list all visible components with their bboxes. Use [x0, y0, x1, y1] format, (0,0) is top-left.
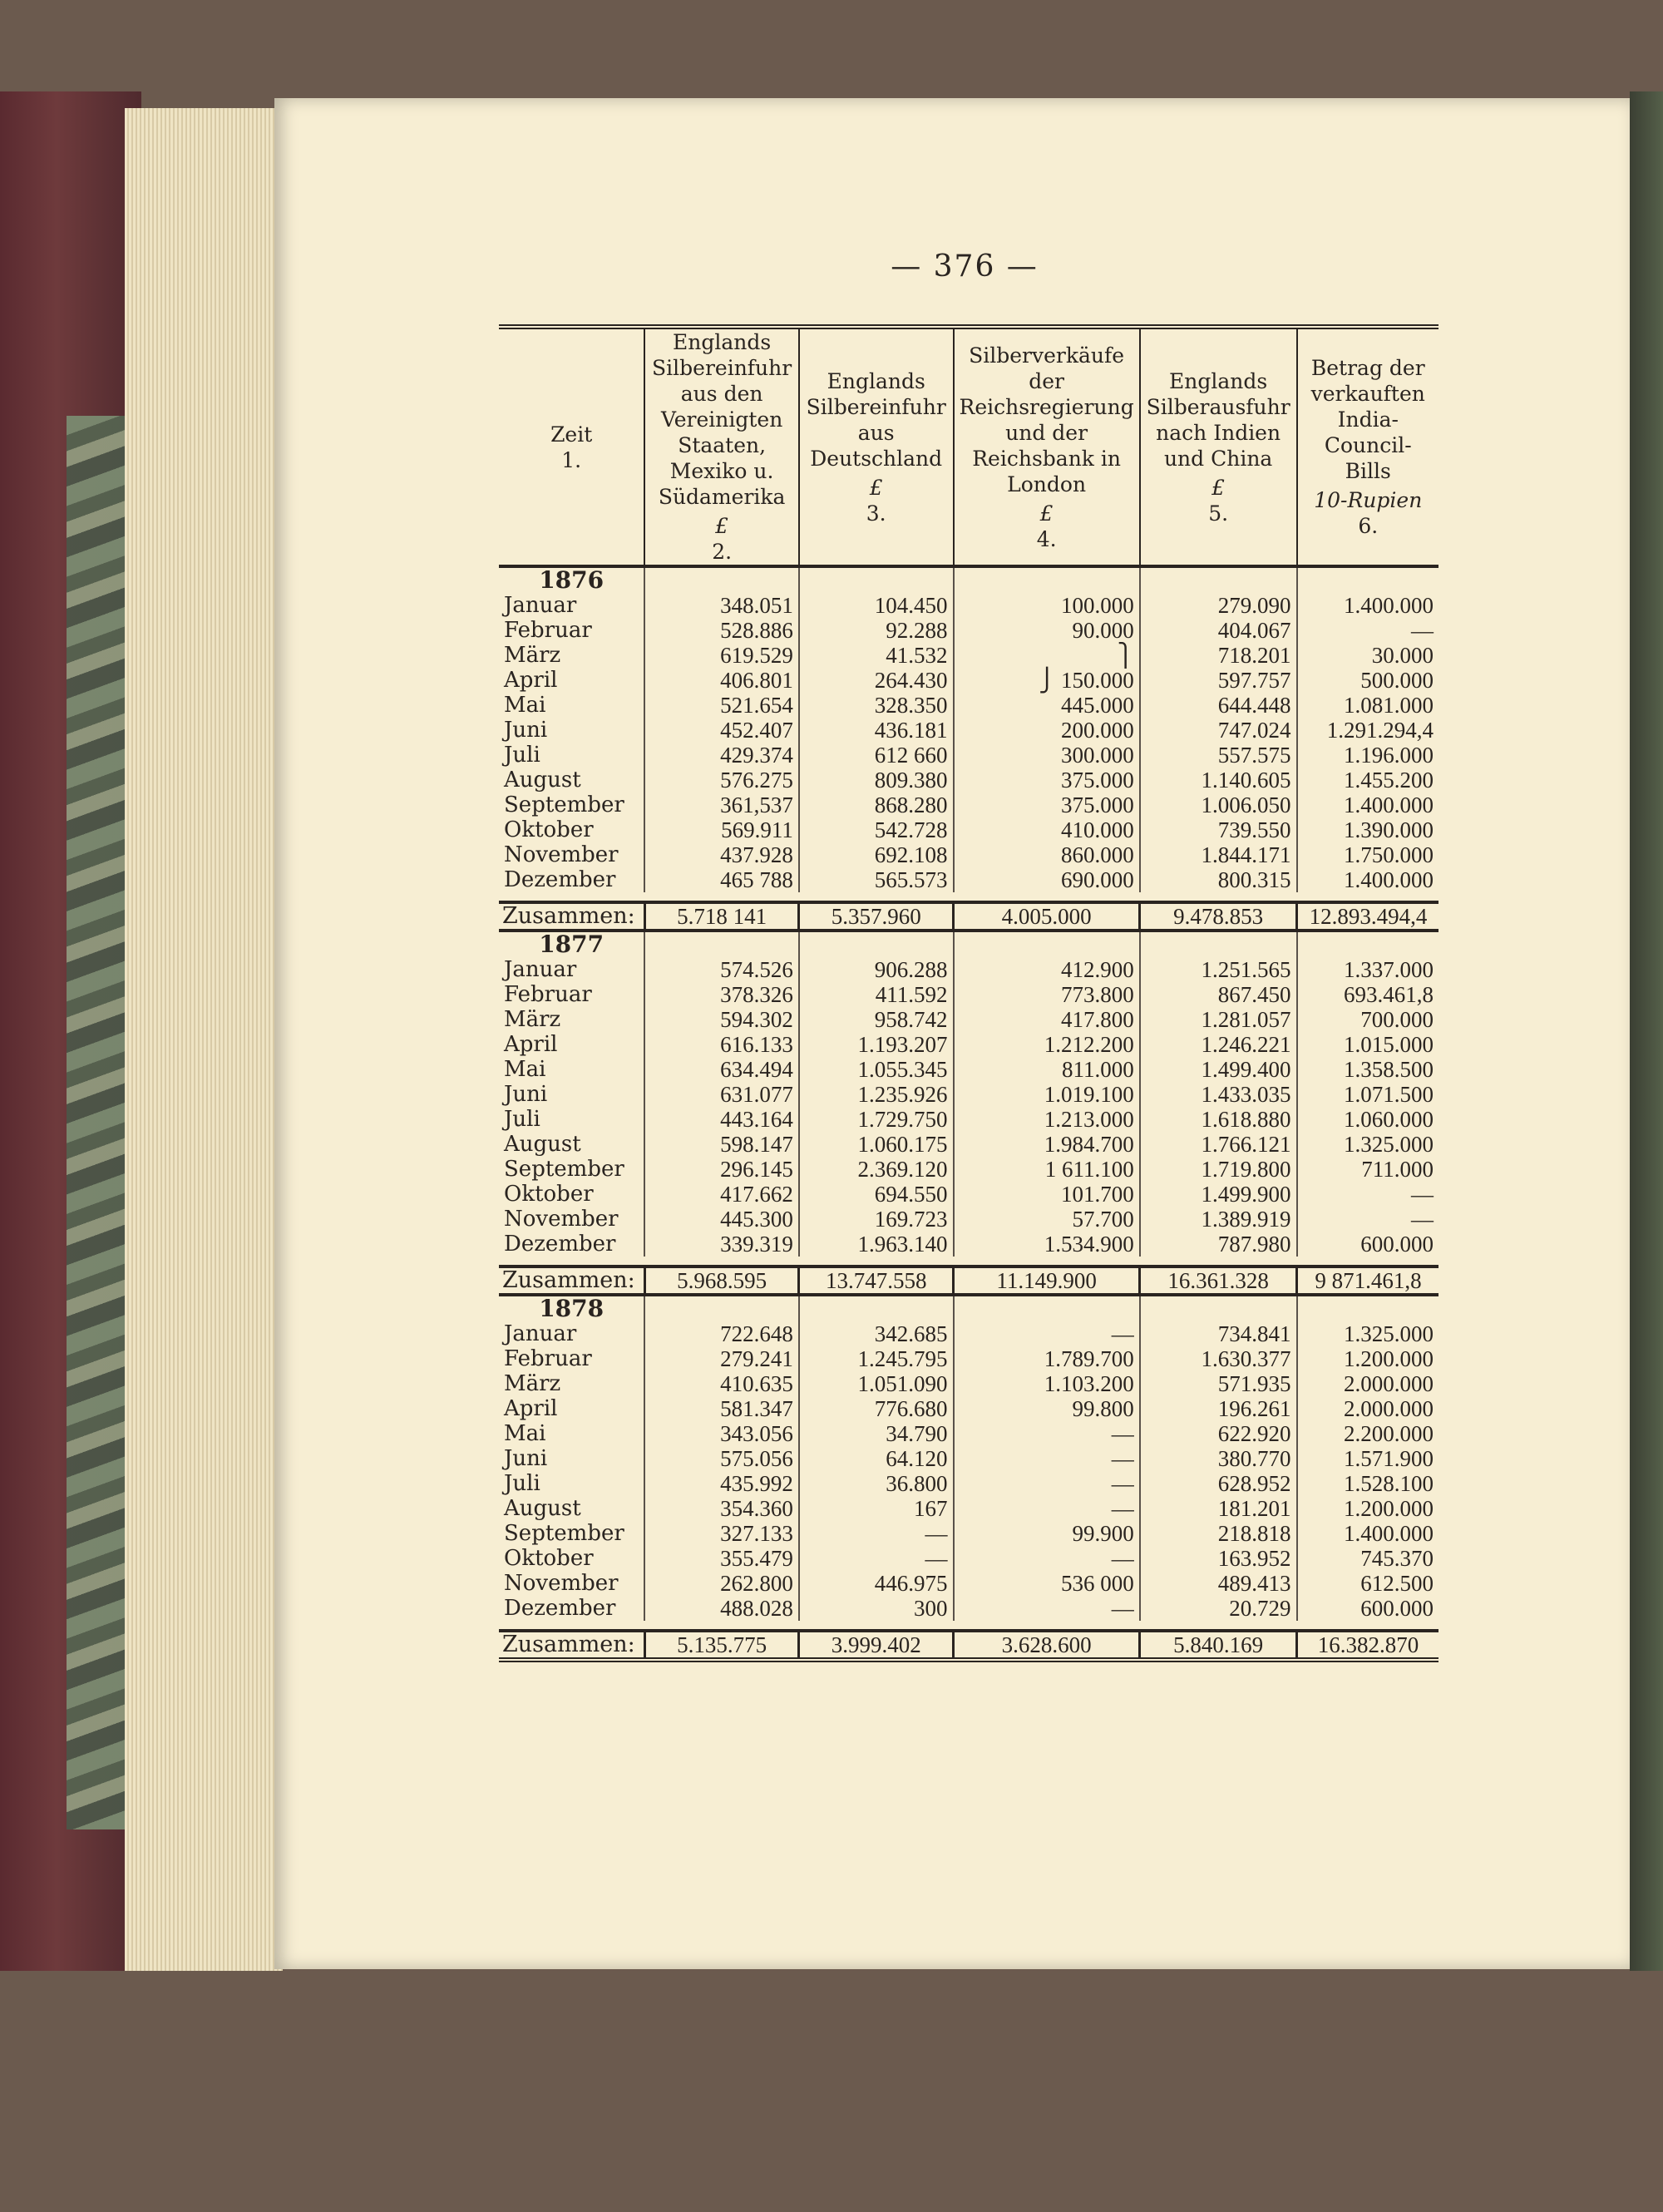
table-row	[499, 817, 1438, 842]
value-cell: 711.000	[1297, 1157, 1438, 1182]
year-label: 1878	[539, 1295, 605, 1322]
page-edges	[125, 108, 283, 1971]
value-cell: 619.529	[644, 643, 799, 668]
value-cell: 1.200.000	[1297, 1496, 1438, 1521]
value-cell: 429.374	[644, 743, 799, 768]
table-row	[499, 718, 1438, 743]
table-row	[499, 1321, 1438, 1346]
value-cell: 1.719.800	[1140, 1157, 1297, 1182]
value-cell: 569.911	[644, 817, 799, 842]
month-cell: November	[504, 1571, 619, 1596]
month-cell: September	[504, 792, 624, 817]
table-row	[499, 1371, 1438, 1396]
value-cell: 30.000	[1297, 643, 1438, 668]
value-cell: 906.288	[799, 957, 954, 982]
value-cell: 718.201	[1140, 643, 1297, 668]
value-cell: 1.400.000	[1297, 1521, 1438, 1546]
table-row	[499, 1132, 1438, 1157]
value-cell: 1.193.207	[799, 1032, 954, 1057]
value-cell: 1.213.000	[954, 1107, 1140, 1132]
value-cell: 1.389.919	[1140, 1207, 1297, 1232]
value-cell: 104.450	[799, 593, 954, 618]
value-cell: 1.630.377	[1140, 1346, 1297, 1371]
value-cell: 600.000	[1297, 1596, 1438, 1621]
value-cell: —	[954, 1421, 1140, 1446]
month-cell: Mai	[504, 1421, 546, 1446]
total-value: 3.999.402	[799, 1632, 954, 1660]
value-cell: 1.212.200	[954, 1032, 1140, 1057]
table-row	[499, 1571, 1438, 1596]
value-cell: 1.019.100	[954, 1082, 1140, 1107]
value-cell: 64.120	[799, 1446, 954, 1471]
value-cell: 622.920	[1140, 1421, 1297, 1446]
value-cell: 542.728	[799, 817, 954, 842]
month-cell: Januar	[504, 957, 577, 982]
value-cell: 1.729.750	[799, 1107, 954, 1132]
total-value: 16.382.870	[1297, 1632, 1438, 1660]
value-cell: 417.662	[644, 1182, 799, 1207]
value-cell: 1.325.000	[1297, 1321, 1438, 1346]
value-cell: 722.648	[644, 1321, 799, 1346]
value-cell: 1.196.000	[1297, 743, 1438, 768]
value-cell: 1.245.795	[799, 1346, 954, 1371]
value-cell: 375.000	[954, 768, 1140, 792]
value-cell: 521.654	[644, 693, 799, 718]
table-row	[499, 867, 1438, 892]
book-cover-right	[1630, 91, 1663, 1971]
value-cell: 264.430	[799, 668, 954, 693]
month-cell: Mai	[504, 1057, 546, 1082]
value-cell: —	[799, 1521, 954, 1546]
value-cell: 1.499.400	[1140, 1057, 1297, 1082]
value-cell: 692.108	[799, 842, 954, 867]
value-cell: 1.246.221	[1140, 1032, 1297, 1057]
value-cell: 634.494	[644, 1057, 799, 1082]
value-cell: 328.350	[799, 693, 954, 718]
value-cell: 594.302	[644, 1007, 799, 1032]
value-cell: 437.928	[644, 842, 799, 867]
value-cell: 1.015.000	[1297, 1032, 1438, 1057]
value-cell: 339.319	[644, 1232, 799, 1257]
value-cell: 1.400.000	[1297, 792, 1438, 817]
value-cell: 452.407	[644, 718, 799, 743]
value-cell: 612 660	[799, 743, 954, 768]
value-cell: 867.450	[1140, 982, 1297, 1007]
value-cell: 445.000	[954, 693, 1140, 718]
month-cell: Februar	[504, 1346, 592, 1371]
value-cell: 354.360	[644, 1496, 799, 1521]
value-cell: 410.000	[954, 817, 1140, 842]
value-cell: 1.071.500	[1297, 1082, 1438, 1107]
month-cell: Juli	[504, 1107, 540, 1132]
value-cell: 1.200.000	[1297, 1346, 1438, 1371]
month-cell: Oktober	[504, 1546, 594, 1571]
value-cell: 747.024	[1140, 718, 1297, 743]
month-cell: Juni	[504, 1082, 548, 1107]
page-number: — 376 —	[891, 249, 1039, 284]
value-cell: 690.000	[954, 867, 1140, 892]
month-cell: März	[504, 1007, 561, 1032]
value-cell: 167	[799, 1496, 954, 1521]
value-cell: 169.723	[799, 1207, 954, 1232]
month-cell: März	[504, 643, 561, 668]
value-cell: 99.900	[954, 1521, 1140, 1546]
value-cell: 1.281.057	[1140, 1007, 1297, 1032]
value-cell: 581.347	[644, 1396, 799, 1421]
value-cell: —	[954, 1546, 1140, 1571]
value-cell: 1.337.000	[1297, 957, 1438, 982]
table-row	[499, 792, 1438, 817]
value-cell: 1.390.000	[1297, 817, 1438, 842]
table-row	[499, 743, 1438, 768]
value-cell: 1.055.345	[799, 1057, 954, 1082]
value-cell: 20.729	[1140, 1596, 1297, 1621]
value-cell: 411.592	[799, 982, 954, 1007]
value-cell: 745.370	[1297, 1546, 1438, 1571]
table-row	[499, 1082, 1438, 1107]
value-cell: 1.140.605	[1140, 768, 1297, 792]
table-row	[499, 1496, 1438, 1521]
value-cell: 809.380	[799, 768, 954, 792]
value-cell: 41.532	[799, 643, 954, 668]
table-row	[499, 1546, 1438, 1571]
month-cell: Februar	[504, 618, 592, 643]
value-cell: 1.291.294,4	[1297, 718, 1438, 743]
value-cell: —	[1297, 618, 1438, 643]
value-cell: 612.500	[1297, 1571, 1438, 1596]
value-cell: 1.750.000	[1297, 842, 1438, 867]
value-cell: 868.280	[799, 792, 954, 817]
value-cell: 443.164	[644, 1107, 799, 1132]
value-cell: 565.573	[799, 867, 954, 892]
value-cell: 1.006.050	[1140, 792, 1297, 817]
month-cell: Juni	[504, 1446, 548, 1471]
table-row	[499, 768, 1438, 792]
total-value: 5.357.960	[799, 904, 954, 931]
table-row	[499, 1446, 1438, 1471]
month-cell: September	[504, 1521, 624, 1546]
total-row	[499, 1632, 1438, 1660]
table-row	[499, 1232, 1438, 1257]
value-cell: 380.770	[1140, 1446, 1297, 1471]
value-cell: 693.461,8	[1297, 982, 1438, 1007]
value-cell: 773.800	[954, 982, 1140, 1007]
total-value: 16.361.328	[1140, 1268, 1297, 1295]
value-cell: 1.499.900	[1140, 1182, 1297, 1207]
table-row	[499, 618, 1438, 643]
value-cell: 100.000	[954, 593, 1140, 618]
marbled-cover	[67, 416, 133, 1829]
total-value: 5.840.169	[1140, 1632, 1297, 1660]
table-header-row	[499, 329, 1438, 566]
month-cell: August	[504, 768, 581, 792]
value-cell: —	[954, 1446, 1140, 1471]
header-col6: Betrag der verkauften India-Council-Bills 10-Rupien 6.	[1297, 329, 1438, 566]
table-row	[499, 957, 1438, 982]
value-cell: 1.844.171	[1140, 842, 1297, 867]
header-col3: Englands Silbereinfuhr aus Deutschland £ 3.	[799, 329, 954, 566]
value-cell: 787.980	[1140, 1232, 1297, 1257]
month-cell: Juli	[504, 743, 540, 768]
value-cell: —	[1297, 1207, 1438, 1232]
value-cell: 436.181	[799, 718, 954, 743]
table-row	[499, 1421, 1438, 1446]
value-cell: 1.433.035	[1140, 1082, 1297, 1107]
value-cell: 1.325.000	[1297, 1132, 1438, 1157]
value-cell: 776.680	[799, 1396, 954, 1421]
value-cell: 92.288	[799, 618, 954, 643]
value-cell: 574.526	[644, 957, 799, 982]
table-row	[499, 1182, 1438, 1207]
month-cell: April	[504, 668, 558, 693]
value-cell: 342.685	[799, 1321, 954, 1346]
value-cell: 200.000	[954, 718, 1140, 743]
value-cell: 327.133	[644, 1521, 799, 1546]
value-cell: 644.448	[1140, 693, 1297, 718]
value-cell: 576.275	[644, 768, 799, 792]
value-cell: 300	[799, 1596, 954, 1621]
value-cell: 1.789.700	[954, 1346, 1140, 1371]
value-cell: 1.400.000	[1297, 867, 1438, 892]
value-cell: 36.800	[799, 1471, 954, 1496]
total-value: 5.135.775	[644, 1632, 799, 1660]
table-row	[499, 1346, 1438, 1371]
value-cell: 1.766.121	[1140, 1132, 1297, 1157]
value-cell: 1.081.000	[1297, 693, 1438, 718]
value-cell: 163.952	[1140, 1546, 1297, 1571]
table-row	[499, 842, 1438, 867]
value-cell: 1.984.700	[954, 1132, 1140, 1157]
value-cell: 446.975	[799, 1571, 954, 1596]
value-cell: 694.550	[799, 1182, 954, 1207]
month-cell: September	[504, 1157, 624, 1182]
value-cell: 557.575	[1140, 743, 1297, 768]
value-cell: 1.235.926	[799, 1082, 954, 1107]
value-cell: 571.935	[1140, 1371, 1297, 1396]
value-cell: 811.000	[954, 1057, 1140, 1082]
value-cell: 700.000	[1297, 1007, 1438, 1032]
value-cell: 488.028	[644, 1596, 799, 1621]
value-cell: 406.801	[644, 668, 799, 693]
value-cell: 1.534.900	[954, 1232, 1140, 1257]
table-row	[499, 1107, 1438, 1132]
total-value: 3.628.600	[954, 1632, 1140, 1660]
value-cell: 378.326	[644, 982, 799, 1007]
month-cell: Oktober	[504, 1182, 594, 1207]
total-label: Zusammen:	[502, 903, 635, 929]
value-cell: ⎫	[954, 643, 1140, 668]
table-row	[499, 1396, 1438, 1421]
value-cell: 1.455.200	[1297, 768, 1438, 792]
month-cell: November	[504, 842, 619, 867]
value-cell: 34.790	[799, 1421, 954, 1446]
total-value: 4.005.000	[954, 904, 1140, 931]
value-cell: 1 611.100	[954, 1157, 1140, 1182]
value-cell: 196.261	[1140, 1396, 1297, 1421]
month-cell: April	[504, 1396, 558, 1421]
total-row	[499, 1268, 1438, 1295]
value-cell: 958.742	[799, 1007, 954, 1032]
value-cell: 598.147	[644, 1132, 799, 1157]
value-cell: 300.000	[954, 743, 1140, 768]
value-cell: 404.067	[1140, 618, 1297, 643]
value-cell: 860.000	[954, 842, 1140, 867]
value-cell: 90.000	[954, 618, 1140, 643]
value-cell: —	[954, 1471, 1140, 1496]
total-value: 11.149.900	[954, 1268, 1140, 1295]
value-cell: 101.700	[954, 1182, 1140, 1207]
total-value: 13.747.558	[799, 1268, 954, 1295]
value-cell: 218.818	[1140, 1521, 1297, 1546]
header-col2: Englands Silbereinfuhr aus den Vereinigten Staaten, Mexiko u. Südamerika £ 2.	[644, 329, 799, 566]
table-row	[499, 1032, 1438, 1057]
month-cell: Januar	[504, 1321, 577, 1346]
value-cell: 343.056	[644, 1421, 799, 1446]
value-cell: 500.000	[1297, 668, 1438, 693]
month-cell: August	[504, 1132, 581, 1157]
table-row	[499, 982, 1438, 1007]
value-cell: 355.479	[644, 1546, 799, 1571]
table-row	[499, 1007, 1438, 1032]
month-cell: August	[504, 1496, 581, 1521]
value-cell: 262.800	[644, 1571, 799, 1596]
month-cell: Februar	[504, 982, 592, 1007]
value-cell: 631.077	[644, 1082, 799, 1107]
value-cell: 1.528.100	[1297, 1471, 1438, 1496]
value-cell: 375.000	[954, 792, 1140, 817]
header-col4: Silberverkäufe der Reichsregierung und der Reichsbank in London £ 4.	[954, 329, 1140, 566]
month-cell: Dezember	[504, 1596, 616, 1621]
total-label: Zusammen:	[502, 1267, 635, 1293]
value-cell: 417.800	[954, 1007, 1140, 1032]
value-cell: 465 788	[644, 867, 799, 892]
value-cell: 1.060.175	[799, 1132, 954, 1157]
value-cell: 57.700	[954, 1207, 1140, 1232]
table-row	[499, 693, 1438, 718]
value-cell: 361,537	[644, 792, 799, 817]
value-cell: 279.090	[1140, 593, 1297, 618]
value-cell: 279.241	[644, 1346, 799, 1371]
month-cell: Juli	[504, 1471, 540, 1496]
month-cell: März	[504, 1371, 561, 1396]
year-row	[499, 932, 1438, 957]
value-cell: —	[954, 1596, 1140, 1621]
table-row	[499, 643, 1438, 668]
value-cell: 1.051.090	[799, 1371, 954, 1396]
total-value: 5.968.595	[644, 1268, 799, 1295]
value-cell: 800.315	[1140, 867, 1297, 892]
value-cell: 1.571.900	[1297, 1446, 1438, 1471]
month-cell: Dezember	[504, 1232, 616, 1257]
value-cell: 2.200.000	[1297, 1421, 1438, 1446]
value-cell: 1.358.500	[1297, 1057, 1438, 1082]
value-cell: 1.963.140	[799, 1232, 954, 1257]
value-cell: 2.000.000	[1297, 1396, 1438, 1421]
total-value: 5.718 141	[644, 904, 799, 931]
value-cell: 1.060.000	[1297, 1107, 1438, 1132]
value-cell: 616.133	[644, 1032, 799, 1057]
value-cell: 1.618.880	[1140, 1107, 1297, 1132]
month-cell: Mai	[504, 693, 546, 718]
value-cell: —	[954, 1496, 1140, 1521]
value-cell: 528.886	[644, 618, 799, 643]
value-cell: 181.201	[1140, 1496, 1297, 1521]
value-cell: 575.056	[644, 1446, 799, 1471]
table-row	[499, 668, 1438, 693]
value-cell: 597.757	[1140, 668, 1297, 693]
value-cell: 435.992	[644, 1471, 799, 1496]
year-row	[499, 1296, 1438, 1321]
total-label: Zusammen:	[502, 1632, 635, 1657]
total-value: 9.478.853	[1140, 904, 1297, 931]
value-cell: 600.000	[1297, 1232, 1438, 1257]
month-cell: April	[504, 1032, 558, 1057]
year-label: 1877	[539, 931, 605, 958]
value-cell: 489.413	[1140, 1571, 1297, 1596]
table-row	[499, 1207, 1438, 1232]
value-cell: 99.800	[954, 1396, 1140, 1421]
month-cell: Januar	[504, 593, 577, 618]
table-row	[499, 593, 1438, 618]
total-value: 12.893.494,4	[1297, 904, 1438, 931]
value-cell: 2.369.120	[799, 1157, 954, 1182]
value-cell: 628.952	[1140, 1471, 1297, 1496]
value-cell: ⎭ 150.000	[954, 668, 1140, 693]
month-cell: Juni	[504, 718, 548, 743]
value-cell: 1.251.565	[1140, 957, 1297, 982]
value-cell: 2.000.000	[1297, 1371, 1438, 1396]
year-row	[499, 568, 1438, 593]
header-col5: Englands Silberausfuhr nach Indien und China £ 5.	[1140, 329, 1297, 566]
table-row	[499, 1596, 1438, 1621]
value-cell: —	[799, 1546, 954, 1571]
value-cell: 1.103.200	[954, 1371, 1140, 1396]
table-row	[499, 1521, 1438, 1546]
table-row	[499, 1157, 1438, 1182]
header-zeit: Zeit 1.	[550, 422, 593, 472]
value-cell: —	[954, 1321, 1140, 1346]
value-cell: 734.841	[1140, 1321, 1297, 1346]
value-cell: —	[1297, 1182, 1438, 1207]
total-row	[499, 904, 1438, 931]
value-cell: 410.635	[644, 1371, 799, 1396]
month-cell: November	[504, 1207, 619, 1232]
month-cell: Oktober	[504, 817, 594, 842]
value-cell: 296.145	[644, 1157, 799, 1182]
year-label: 1876	[539, 566, 605, 594]
table-row	[499, 1057, 1438, 1082]
silver-trade-table	[499, 324, 1438, 1662]
value-cell: 536 000	[954, 1571, 1140, 1596]
value-cell: 445.300	[644, 1207, 799, 1232]
value-cell: 412.900	[954, 957, 1140, 982]
value-cell: 1.400.000	[1297, 593, 1438, 618]
total-value: 9 871.461,8	[1297, 1268, 1438, 1295]
month-cell: Dezember	[504, 867, 616, 892]
value-cell: 348.051	[644, 593, 799, 618]
table-row	[499, 1471, 1438, 1496]
value-cell: 739.550	[1140, 817, 1297, 842]
